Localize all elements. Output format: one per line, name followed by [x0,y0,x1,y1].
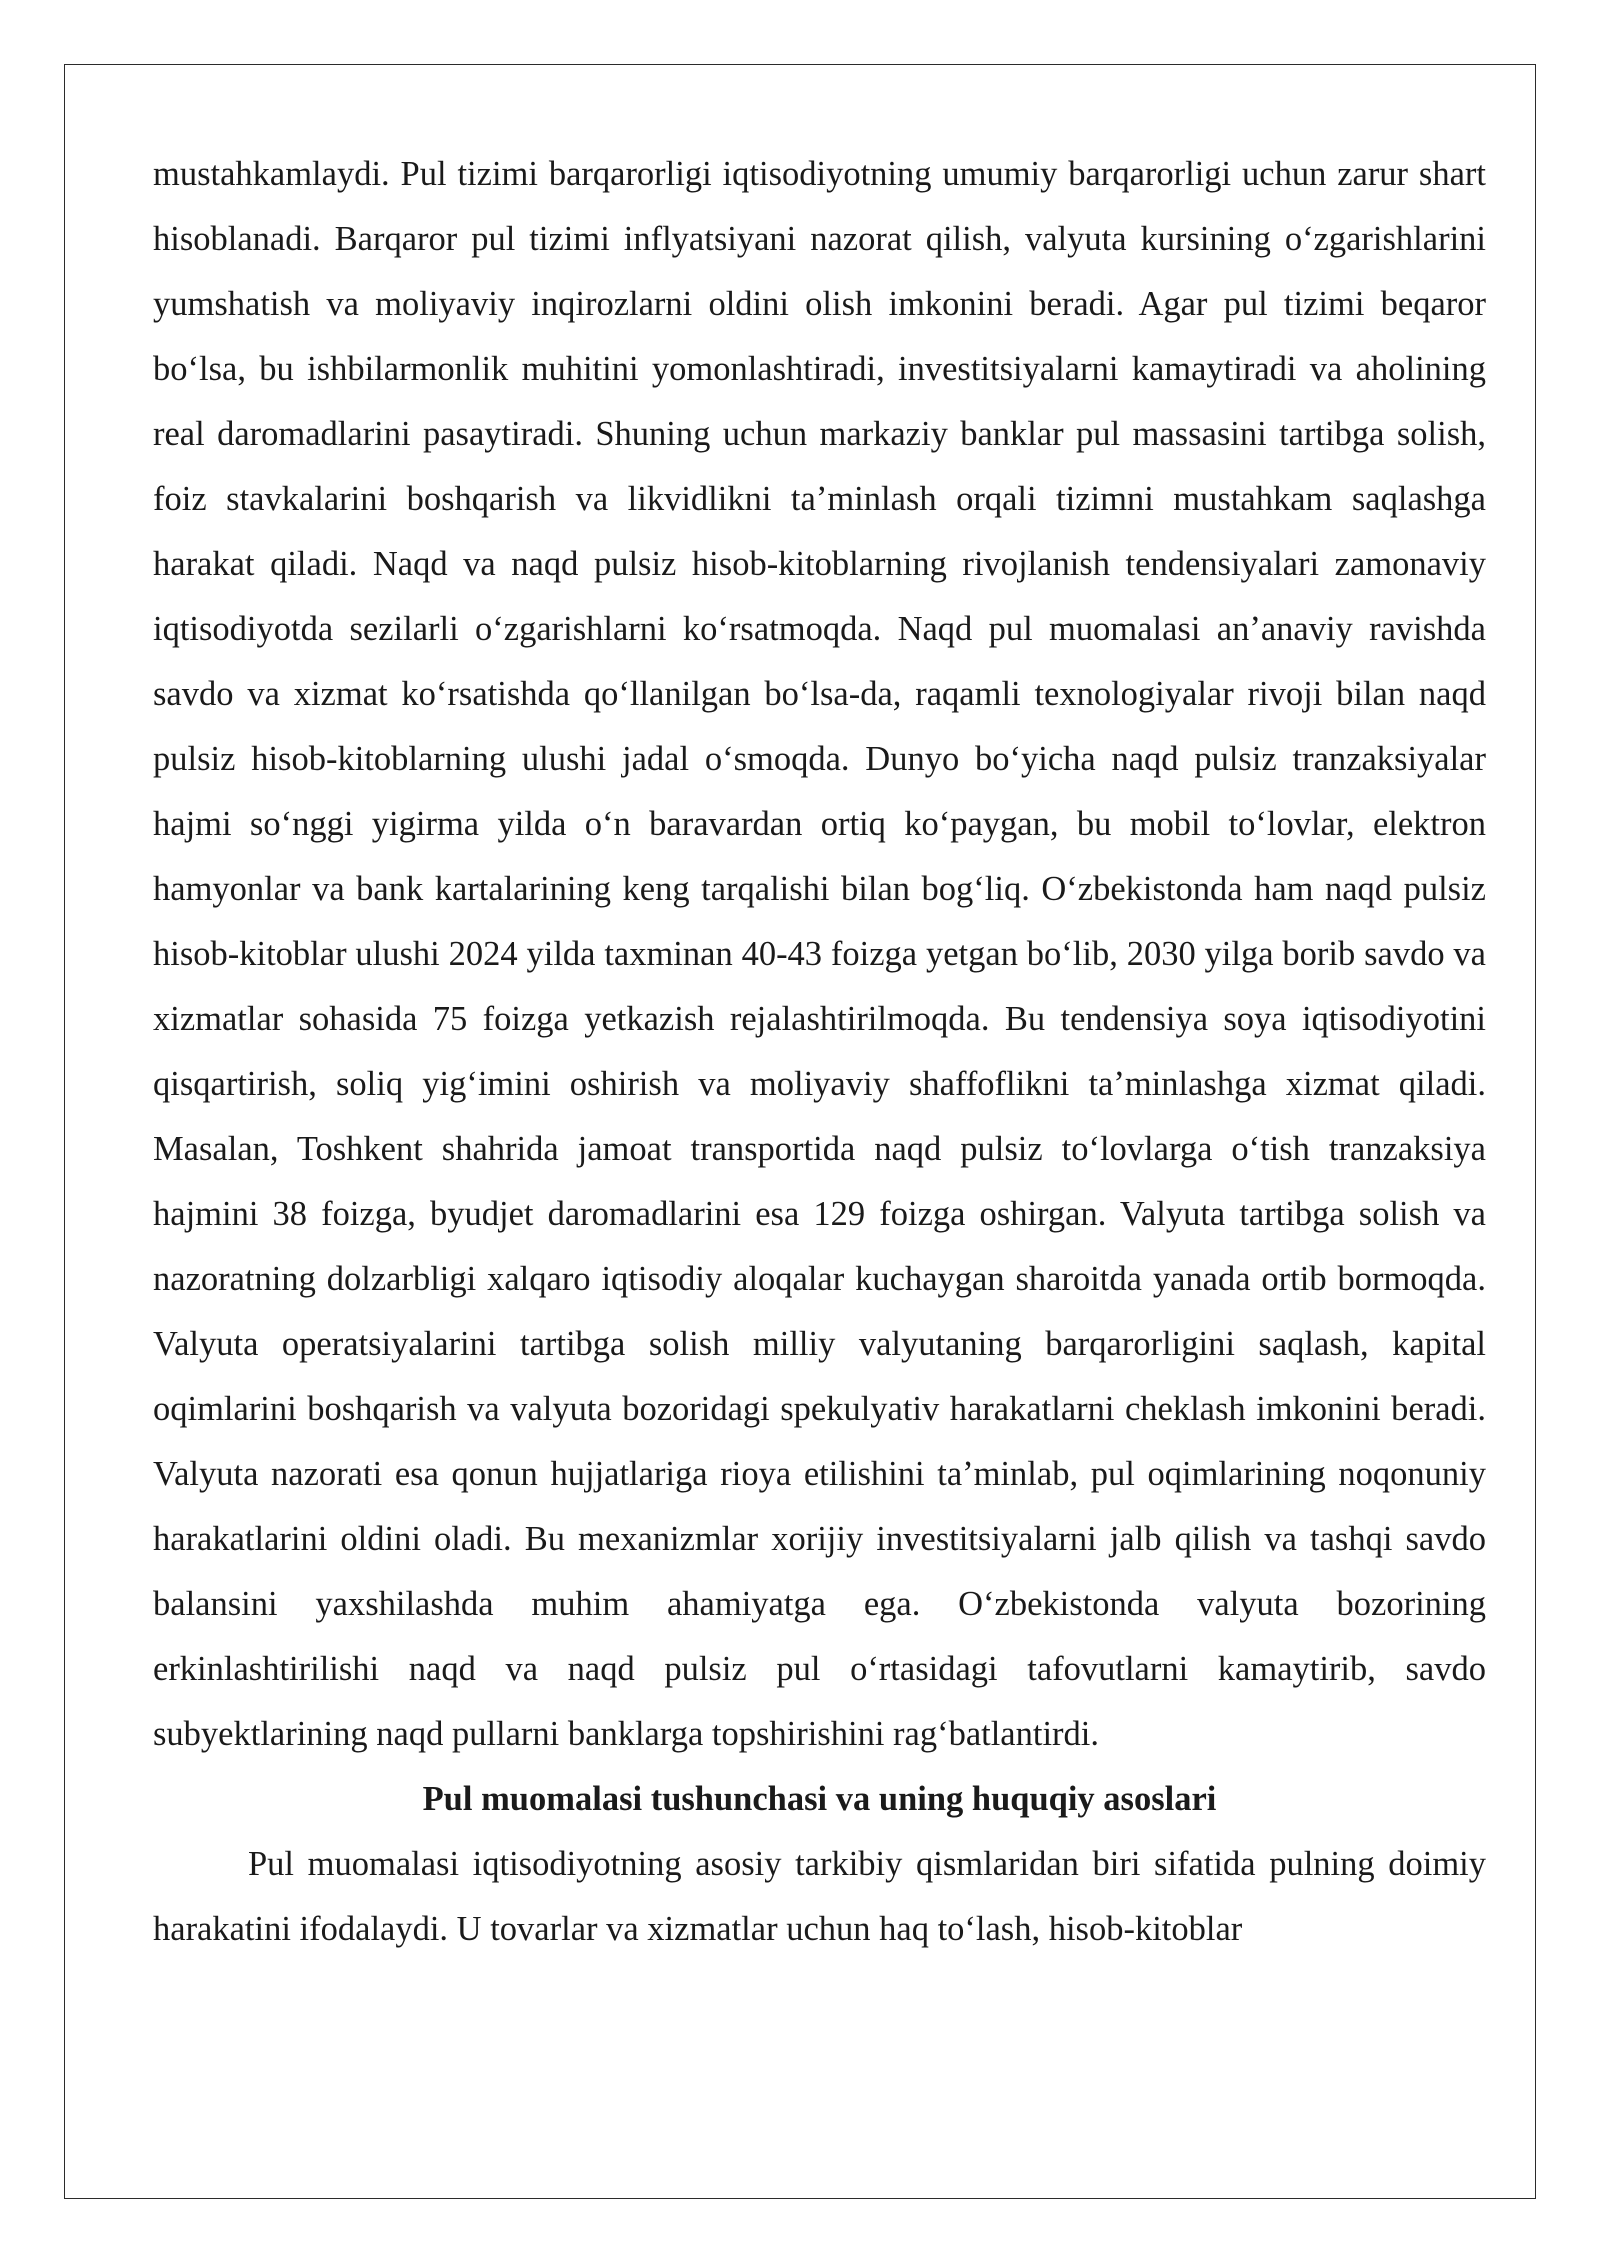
section-heading: Pul muomalasi tushunchasi va uning huquqiy asoslari [422,1780,1217,1818]
body-paragraph: mustahkamlaydi. Pul tizimi barqarorligi iqtisodiyotning umumiy barqarorligi uchun zarur shart hisoblanadi. Barqaror pul tizimi inflyatsiyani nazorat qilish, valyuta kursining oʻzgarishlarini yumshatish va moliyaviy inqirozlarni oldini olish imkonini beradi. Agar pul tizimi beqaror boʻlsa, bu ishbilarmonlik muhitini yomonlashtiradi, investitsiyalarni kamaytiradi va aholining real daromadlarini pasaytiradi. Shuning uchun markaziy banklar pul massasini tartibga solish, foiz stavkalarini boshqarish va likvidlikni taʼminlash orqali tizimni mustahkam saqlashga harakat qiladi. Naqd va naqd pulsiz hisob-kitoblarning rivojlanish tendensiyalari zamonaviy iqtisodiyotda sezilarli oʻzgarishlarni koʻrsatmoqda. Naqd pul muomalasi anʼanaviy ravishda savdo va xizmat koʻrsatishda qoʻllanilgan boʻlsa-da, raqamli texnologiyalar rivoji bilan naqd pulsiz hisob-kitoblarning ulushi jadal oʻsmoqda. Dunyo boʻyicha naqd pulsiz tranzaksiyalar hajmi soʻnggi yigirma yilda oʻn baravardan ortiq koʻpaygan, bu mobil toʻlovlar, elektron hamyonlar va bank kartalarining keng tarqalishi bilan bogʻliq. Oʻzbekistonda ham naqd pulsiz hisob-kitoblar ulushi 2024 yilda taxminan 40-43 foizga yetgan boʻlib, 2030 yilga borib savdo va xizmatlar sohasida 75 foizga yetkazish rejalashtirilmoqda. Bu tendensiya soya iqtisodiyotini qisqartirish, soliq yigʻimini oshirish va moliyaviy shaffoflikni taʼminlashga xizmat qiladi. Masalan, Toshkent shahrida jamoat transportida naqd pulsiz toʻlovlarga oʻtish tranzaksiya hajmini 38 foizga, byudjet daromadlarini esa 129 foizga oshirgan. Valyuta tartibga solish va nazoratning dolzarbligi xalqaro iqtisodiy aloqalar kuchaygan sharoitda yanada ortib bormoqda. Valyuta operatsiyalarini tartibga solish milliy valyutaning barqarorligini saqlash, kapital oqimlarini boshqarish va valyuta bozoridagi spekulyativ harakatlarni cheklash imkonini beradi. Valyuta nazorati esa qonun hujjatlariga rioya etilishini taʼminlab, pul oqimlarining noqonuniy harakatlarini oldini oladi. Bu mexanizmlar xorijiy investitsiyalarni jalb qilish va tashqi savdo balansini yaxshilashda muhim ahamiyatga ega. Oʻzbekistonda valyuta bozorining erkinlashtirilishi naqd va naqd pulsiz pul oʻrtasidagi tafovutlarni kamaytirib, savdo subyektlarining naqd pullarni banklarga topshirishini ragʻbatlantirdi. [153,155,1486,1753]
body-paragraph: Pul muomalasi iqtisodiyotning asosiy tarkibiy qismlaridan biri sifatida pulning doimiy harakatini ifodalaydi. U tovarlar va xizmatlar uchun haq toʻlash, hisob-kitoblar [153,1845,1486,1948]
document-body [153,142,1486,1962]
